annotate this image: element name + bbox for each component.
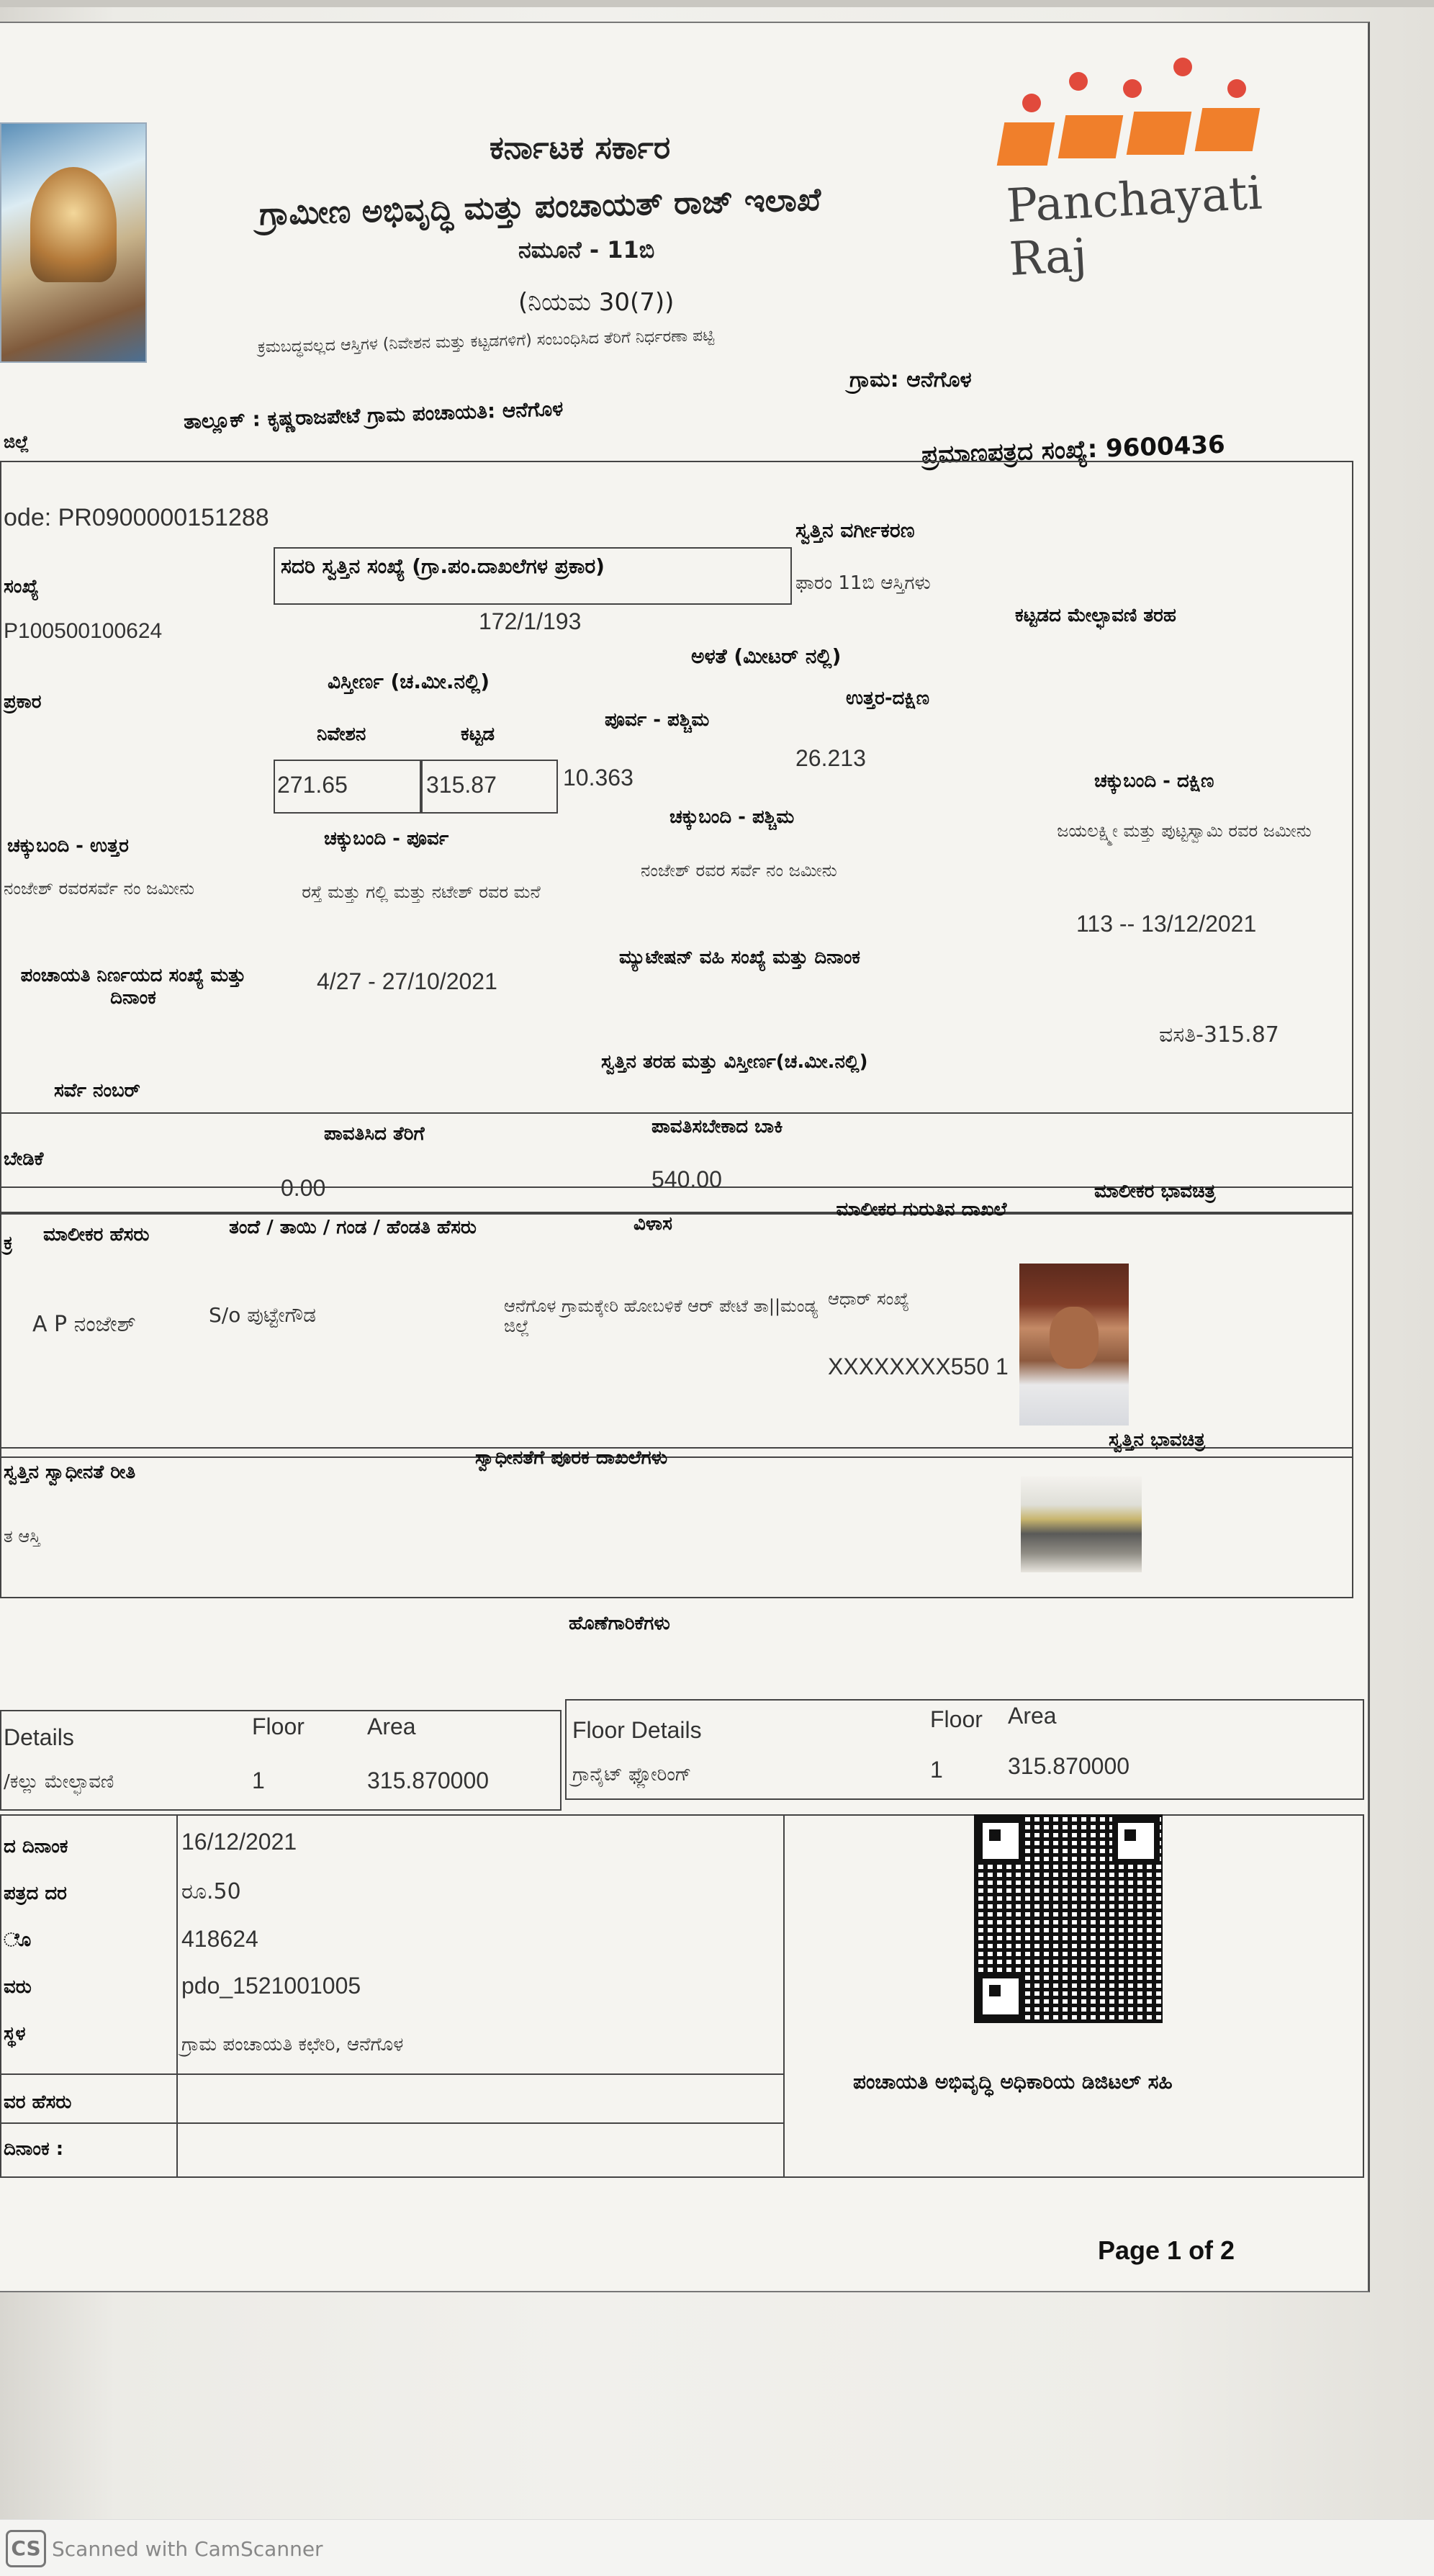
certificate-number: ಪ್ರಮಾಣಪತ್ರದ ಸಂಖ್ಯೆ: 9600436 — [921, 430, 1226, 470]
east-west-label: ಪೂರ್ವ - ಪಶ್ಚಿಮ — [605, 709, 710, 731]
site-value: 271.65 — [277, 772, 348, 798]
survey-label: ಸರ್ವೆ ನಂಬರ್ — [54, 1080, 140, 1102]
digital-signature-label: ಪಂಚಾಯತಿ ಅಭಿವೃದ್ಧಿ ಅಧಿಕಾರಿಯ ಡಿಜಿಟಲ್ ಸಹಿ — [853, 2070, 1173, 2094]
paid-tax-label: ಪಾವತಿಸಿದ ತೆರಿಗೆ — [324, 1123, 425, 1145]
issue-label-issuer: ವರು — [4, 1976, 32, 1998]
floor-area-left: 315.870000 — [367, 1767, 490, 1793]
area-label: ವಿಸ್ತೀರ್ಣ (ಚ.ಮೀ.ನಲ್ಲಿ) — [328, 670, 490, 693]
site-label: ನಿವೇಶನ — [317, 724, 366, 745]
floor-header-floor-left: Floor — [252, 1713, 305, 1739]
issue-label-receipt: ೊ — [4, 1929, 32, 1951]
demand-label: ಬೇಡಿಕೆ — [4, 1148, 44, 1170]
address-label: ವಿಳಾಸ — [633, 1213, 672, 1235]
relation-value: S/o ಪುಟ್ಟೇಗೌಡ — [209, 1303, 316, 1327]
number-label: ಸಂಖ್ಯೆ — [4, 576, 39, 598]
ownership-mode-label: ಸ್ವತ್ತಿನ ಸ್ವಾಧೀನತೆ ರೀತಿ — [4, 1462, 136, 1483]
address-value: ಆನೆಗೊಳ ಗ್ರಾಮಕ್ಕೇರಿ ಹೋಬಳಿಕೆ ಆರ್ ಪೇಟೆ ತಾ||ಮಂಡ್ಯ ಜಿಲ್ಲೆ — [504, 1296, 819, 1336]
logo-text: Panchayati Raj — [1005, 166, 1264, 287]
issue-date-value: 16/12/2021 — [181, 1829, 297, 1855]
paid-tax-value: 0.00 — [281, 1175, 326, 1201]
sadari-label: ಸದರಿ ಸ್ವತ್ತಿನ ಸಂಖ್ಯೆ (ಗ್ರಾ.ಪಂ.ದಾಖಲೆಗಳ ಪ್ರಕಾರ) — [281, 554, 605, 578]
owner-name-value: A P ನಂಜೇಶ್ — [32, 1312, 136, 1337]
karnataka-emblem-icon — [0, 122, 147, 363]
north-boundary-value: ನಂಜೇಶ್ ರವರಸರ್ವೆ ನಂ ಜಮೀನು — [4, 878, 195, 899]
ownership-docs-label: ಸ್ವಾಧೀನತೆಗೆ ಪೂರಕ ದಾಖಲೆಗಳು — [475, 1447, 668, 1469]
east-boundary-value: ರಸ್ತೆ ಮತ್ತು ಗಲ್ಲಿ ಮತ್ತು ನಟೇಶ್ ರವರ ಮನೆ — [302, 882, 541, 902]
north-south-value: 26.213 — [795, 745, 866, 771]
floor-detail-left: /ಕಲ್ಲು ಮೇಲ್ಛಾವಣಿ — [4, 1771, 114, 1793]
floor-header-area-right: Area — [1008, 1703, 1057, 1729]
qr-code — [974, 1814, 1163, 2023]
building-label: ಕಟ್ಟಡ — [461, 724, 495, 745]
camscanner-logo: CS — [6, 2530, 46, 2567]
department-title: ಗ್ರಾಮೀಣ ಅಭಿವೃದ್ಧಿ ಮತ್ತು ಪಂಚಾಯತ್ ರಾಜ್ ಇಲಾಖೆ — [258, 181, 822, 233]
type-area-label: ಸ್ವತ್ತಿನ ತರಹ ಮತ್ತು ವಿಸ್ತೀರ್ಣ(ಚ.ಮೀ.ನಲ್ಲಿ) — [601, 1051, 868, 1073]
sadari-value: 172/1/193 — [479, 608, 582, 634]
mutation-label: ಮ್ಯುಟೇಷನ್ ವಹಿ ಸಂಖ್ಯೆ ಮತ್ತು ದಿನಾಂಕ — [619, 947, 860, 968]
issue-place-value: ಗ್ರಾಮ ಪಂಚಾಯತಿ ಕಛೇರಿ, ಆನೆಗೊಳ — [181, 2034, 404, 2055]
district-label: ಜಿಲ್ಲೆ — [4, 432, 30, 452]
classification-label: ಸ್ವತ್ತಿನ ವರ್ಗೀಕರಣ — [795, 518, 915, 542]
property-id: P100500100624 — [4, 619, 163, 643]
resolution-value: 4/27 - 27/10/2021 — [317, 968, 497, 994]
issue-label-name: ವರ ಹೆಸರು — [4, 2091, 72, 2113]
id-value: XXXXXXXX550 1 — [828, 1354, 1009, 1379]
taluk-panchayat: ತಾಲ್ಲೂಕ್ : ಕೃಷ್ಣರಾಜಪೇಟೆ ಗ್ರಾಮ ಪಂಚಾಯತಿ: ಆನೆಗೊಳ — [183, 396, 564, 434]
owner-name-label: ಮಾಲೀಕರ ಹೆಸರು — [43, 1224, 150, 1246]
id-type: ಆಧಾರ್ ಸಂಖ್ಯೆ — [828, 1289, 910, 1309]
property-code: ode: PR0900000151288 — [4, 504, 269, 531]
west-boundary-value: ನಂಜೇಶ್ ರವರ ಸರ್ವೆ ನಂ ಜಮೀನು — [641, 860, 837, 881]
type-area-value: ವಸತಿ-315.87 — [1159, 1022, 1279, 1048]
type-label: ಪ್ರಕಾರ — [4, 691, 42, 713]
owner-photo-label: ಮಾಲೀಕರ ಭಾವಚಿತ್ರ — [1094, 1181, 1216, 1202]
rule-number: (ನಿಯಮ 30(7)) — [518, 288, 675, 317]
issue-issuer-value: pdo_1521001005 — [181, 1973, 361, 1999]
east-west-value: 10.363 — [563, 765, 633, 791]
measure-label: ಅಳತೆ (ಮೀಟರ್ ನಲ್ಲಿ) — [691, 644, 842, 668]
floor-header-details-right: Floor Details — [572, 1717, 702, 1743]
south-boundary-value: ಜಯಲಕ್ಷ್ಮೀ ಮತ್ತು ಪುಟ್ಟಸ್ವಾಮಿ ರವರ ಜಮೀನು — [1057, 821, 1312, 841]
owner-photo — [1019, 1264, 1129, 1426]
floor-number-left: 1 — [252, 1767, 265, 1793]
village-name: ಗ್ರಾಮ: ಆನೆಗೊಳ — [849, 367, 972, 392]
floor-number-right: 1 — [930, 1757, 943, 1783]
issue-label-sign-date: ದಿನಾಂಕ : — [4, 2138, 64, 2160]
resolution-label: ಪಂಚಾಯತಿ ನಿರ್ಣಯದ ಸಂಖ್ಯೆ ಮತ್ತು ದಿನಾಂಕ — [20, 965, 246, 1009]
classification-value: ಫಾರಂ 11ಬಿ ಆಸ್ತಿಗಳು — [795, 572, 931, 594]
issue-name-row — [0, 2073, 785, 2124]
pending-tax-label: ಪಾವತಿಸಬೇಕಾದ ಬಾಕಿ — [651, 1116, 783, 1138]
page-number: Page 1 of 2 — [1098, 2235, 1235, 2265]
issue-fee-value: ರೂ.50 — [181, 1879, 241, 1904]
relation-label: ತಂದೆ / ತಾಯಿ / ಗಂಡ / ಹೆಂಡತಿ ಹೆಸರು — [229, 1217, 477, 1238]
scanner-text: Scanned with CamScanner — [52, 2537, 323, 2561]
floor-header-floor-right: Floor — [930, 1706, 983, 1732]
floor-header-area-left: Area — [367, 1713, 416, 1739]
east-boundary-label: ಚಕ್ಕುಬಂದಿ - ಪೂರ್ವ — [324, 828, 449, 850]
issue-receipt-value: 418624 — [181, 1926, 258, 1952]
property-photo — [1021, 1476, 1142, 1572]
liabilities-label: ಹೊಣೆಗಾರಿಕೆಗಳು — [569, 1613, 670, 1634]
scanner-footer — [0, 2519, 1434, 2576]
form-number: ನಮೂನೆ - 11ಬಿ — [518, 236, 655, 264]
panchayati-raj-logo — [993, 50, 1281, 287]
mutation-value: 113 -- 13/12/2021 — [1076, 911, 1257, 937]
id-label: ಮಾಲೀಕರ ಗುರುತಿನ ದಾಖಲೆ — [836, 1199, 1007, 1220]
north-boundary-label: ಚಕ್ಕುಬಂದಿ - ಉತ್ತರ — [7, 835, 129, 857]
floor-area-right: 315.870000 — [1008, 1753, 1130, 1779]
ownership-row — [0, 1447, 1353, 1598]
pending-tax-value: 540.00 — [651, 1166, 722, 1192]
issue-label-place: ಸ್ಥಳ — [4, 2023, 26, 2045]
building-type-label: ಕಟ್ಟಡದ ಮೇಲ್ಛಾವಣಿ ತರಹ — [1015, 605, 1176, 626]
south-boundary-label: ಚಕ್ಕುಬಂದಿ - ದಕ್ಷಿಣ — [1094, 770, 1214, 792]
govt-title: ಕರ್ನಾಟಕ ಸರ್ಕಾರ — [490, 130, 671, 166]
building-value: 315.87 — [426, 772, 497, 798]
floor-detail-right: ಗ್ರಾನೈಟ್ ಫ್ಲೋರಿಂಗ್ — [572, 1764, 692, 1785]
north-south-label: ಉತ್ತರ-ದಕ್ಷಿಣ — [846, 688, 930, 709]
issue-label-date: ದ ದಿನಾಂಕ — [4, 1836, 68, 1857]
property-photo-label: ಸ್ವತ್ತಿನ ಭಾವಚಿತ್ರ — [1109, 1429, 1205, 1451]
floor-header-details: Details — [4, 1724, 74, 1750]
serial-label: ಕ್ರ — [4, 1233, 13, 1254]
document-subtitle: ಕ್ರಮಬದ್ಧವಲ್ಲದ ಆಸ್ತಿಗಳ (ನಿವೇಶನ ಮತ್ತು ಕಟ್ಟಡಗಳಿಗೆ) ಸಂಬಂಧಿಸಿದ ತೆರಿಗೆ ನಿರ್ಧರಣಾ ಪಟ್ಟಿ — [257, 326, 715, 357]
west-boundary-label: ಚಕ್ಕುಬಂದಿ - ಪಶ್ಚಿಮ — [669, 806, 795, 828]
issue-label-fee: ಪತ್ರದ ದರ — [4, 1883, 67, 1904]
ownership-mode-value: ತ ಆಸ್ತಿ — [4, 1526, 40, 1546]
